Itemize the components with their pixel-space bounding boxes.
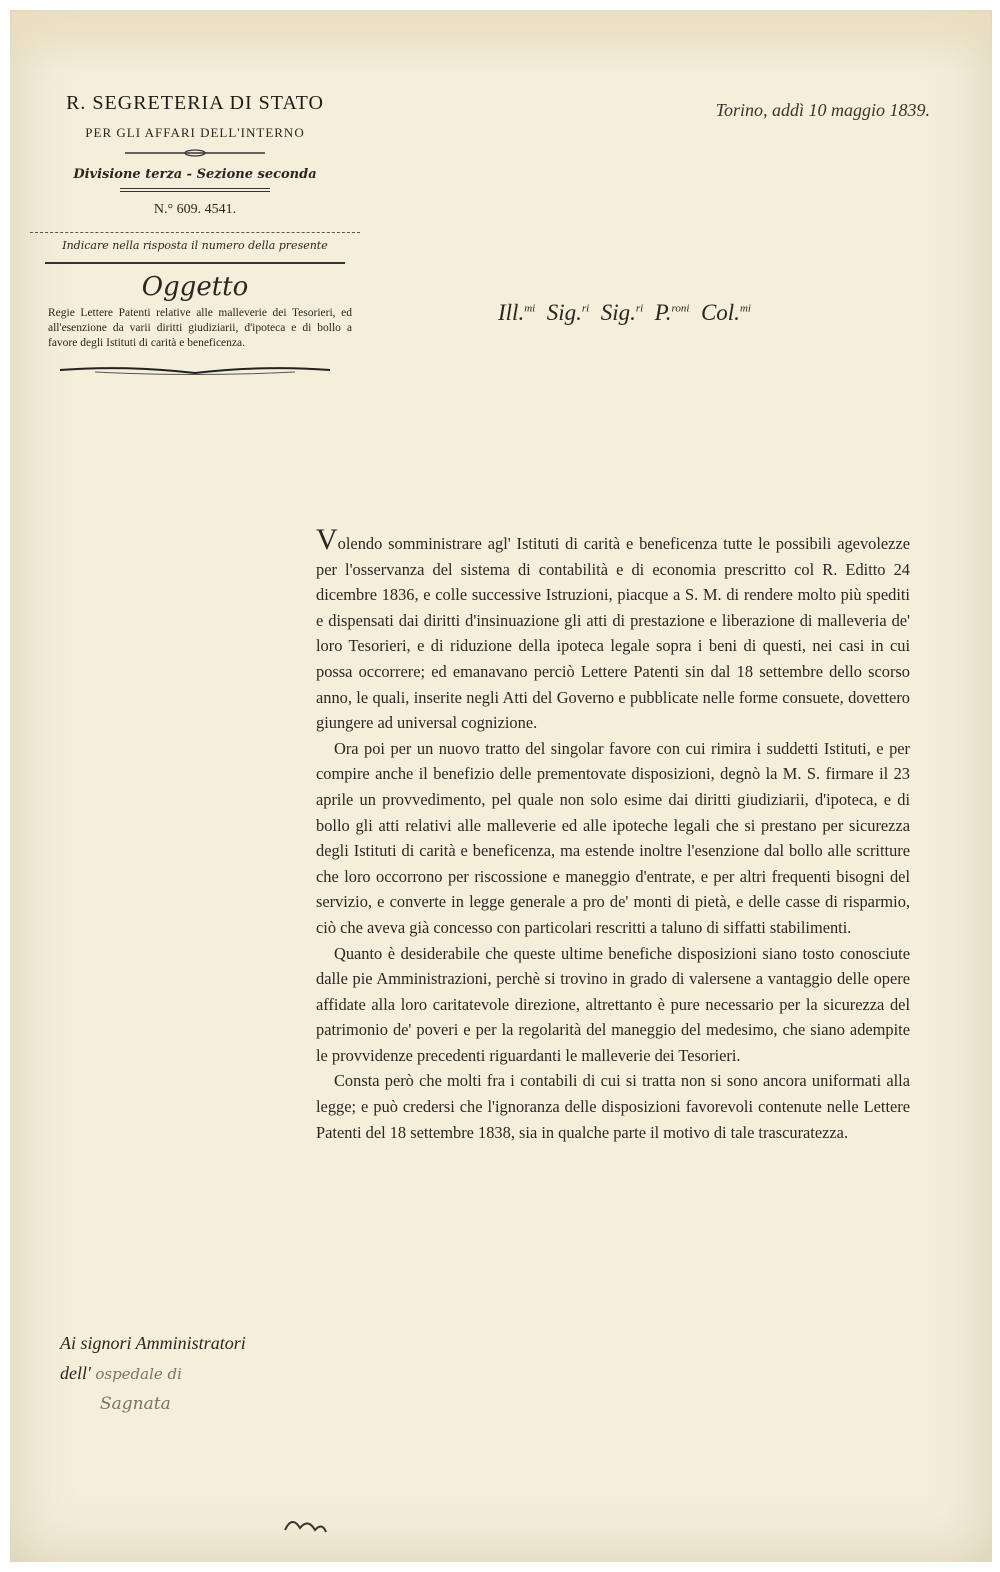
letter-body xyxy=(316,523,910,1145)
ornament-rule xyxy=(120,147,270,159)
salutation-sup: ri xyxy=(635,302,644,315)
flourish-ornament xyxy=(55,363,335,377)
recipient-line-2 xyxy=(60,1358,320,1389)
handwritten-institution: ospedale di xyxy=(95,1365,182,1383)
salutation xyxy=(498,300,751,326)
double-rule xyxy=(120,188,270,192)
letterhead xyxy=(30,92,360,381)
paper-stain xyxy=(12,12,990,72)
salutation-word: Col. xyxy=(700,300,740,325)
dateline: Torino, addì 10 maggio 1839. xyxy=(715,100,930,120)
drop-cap: V xyxy=(316,523,338,556)
salutation-word: P. xyxy=(654,300,672,325)
salutation-sup: roni xyxy=(671,302,690,315)
body-paragraph-2: Ora poi per un nuovo tratto del singolar favore con cui rimira i suddetti Istituti, e per compire anche il benefizio delle prementovate disposizioni, degnò la M. S. firmare il 23 aprile un provvedimento, pel quale non solo esime dai diritti giudiziarii, d'ipoteca, e di bollo gli atti relativi alle malleverie ed alle ipoteche legali che si prestano per sicurezza degli Istituti di carità e beneficenza, ma estende inoltre l'esenzione dal bollo alle scritture che loro occorrono per riscossione e maneggio d'entrate, e per altri frequenti bisogni del servizio, e converte in legge generale a pro de' monti di pietà, e delle casse di risparmio, ciò che aveva già concesso con particolari rescritti a taluno di siffatti stabilimenti. xyxy=(316,738,910,937)
salutation-sup: ri xyxy=(581,302,590,315)
paragraph-text: olendo somministrare agl' Istituti di carità e beneficenza tutte le possibili agevolezze per l'osservanza del sistema di contabilità e di economia prescritto col R. Editto 24 dicembre 1836, e colle successive Istruzioni, piacque a S. M. di rendere molto più spediti e dispensati dai diritti d'insinuazione gli atti di prestazione e liberazione di malleveria de' loro Tesorieri, e di riduzione della ipoteca legale sopra i beni di questi, nei casi in cui possa occorrere; ed emanavano perciò Lettere Patenti sin dal 18 settembre dello scorso anno, le quali, inserite negli Atti del Governo e pubblicate nelle forme consuete, dovettero giungere ad universal cognizione. xyxy=(316,534,910,733)
recipient-printed: dell' xyxy=(60,1363,91,1383)
salutation-word: Ill. xyxy=(498,300,525,325)
office-title: R. SEGRETERIA DI STATO xyxy=(66,92,324,114)
division-line: Divisione terza - Sezione seconda xyxy=(73,167,317,182)
subject-text: Regie Lettere Patenti relative alle malleverie dei Tesorieri, ed all'esenzione da varii diritti giudiziarii, d'ipoteca e di bollo a favore degli Istituti di carità e beneficenza. xyxy=(48,307,352,349)
salutation-sup: mi xyxy=(524,302,536,315)
department-title: PER GLI AFFARI DELL'INTERNO xyxy=(85,125,305,140)
subject-label: Oggetto xyxy=(141,272,249,302)
reply-instruction: Indicare nella risposta il numero della presente xyxy=(30,232,360,252)
recipient-address xyxy=(60,1328,320,1419)
ink-blot-mark xyxy=(280,1510,330,1540)
handwritten-place: Sagnata xyxy=(100,1394,171,1414)
salutation-sup: mi xyxy=(739,302,751,315)
body-paragraph-1 xyxy=(316,523,910,736)
section-rule xyxy=(45,262,345,264)
recipient-line-1: Ai signori Amministratori xyxy=(60,1333,246,1353)
body-paragraph-3: Quanto è desiderabile che queste ultime benefiche disposizioni siano tosto conosciute dalle pie Amministrazioni, perchè si trovino in grado di valersene a vantaggio delle opere affidate alla loro caritatevole direzione, altrettanto è pure necessario per la sicurezza del patrimonio de' poveri e per la regolarità del maneggio del medesimo, che siano adempite le provvidenze precedenti riguardanti le malleverie dei Tesorieri. xyxy=(316,943,910,1065)
salutation-word: Sig. xyxy=(546,300,582,325)
salutation-word: Sig. xyxy=(600,300,636,325)
body-paragraph-4: Consta però che molti fra i contabili di cui si tratta non si sono ancora uniformati alla legge; e può credersi che l'ignoranza delle disposizioni favorevoli contenute nelle Lettere Patenti del 18 settembre 1838, sia in qualche parte il motivo di tale trascuratezza. xyxy=(316,1071,910,1142)
protocol-number: N.° 609. 4541. xyxy=(153,202,237,217)
